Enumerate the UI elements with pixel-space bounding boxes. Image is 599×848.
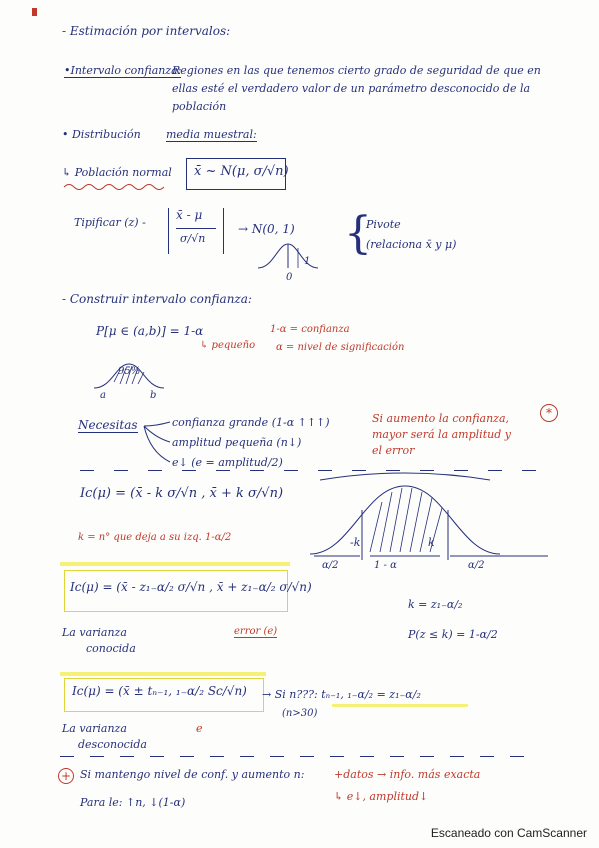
normal-curve-diagram: [310, 474, 500, 564]
branch-arrows: [142, 416, 172, 466]
scanner-watermark: Escaneado con CamScanner: [430, 826, 587, 840]
e-label: e: [196, 722, 203, 735]
curve-zero: 0: [286, 272, 293, 283]
section-title: - Estimación por intervalos:: [62, 24, 231, 38]
intervalo-label: •Intervalo confianza:: [64, 64, 182, 77]
construir-label: - Construir intervalo confianza:: [62, 292, 252, 306]
note-line-1: Si aumento la confianza,: [372, 412, 510, 425]
final-line-1: Si mantengo nivel de conf. y aumento n:: [80, 768, 305, 781]
tipificar-numerator: x̄ - μ: [176, 208, 203, 222]
highlight-top: [60, 562, 290, 566]
varianza-conocida-2: conocida: [86, 642, 136, 655]
alpha-half-left: α/2: [322, 560, 339, 571]
probability-statement: P[μ ∈ (a,b)] = 1-α: [96, 324, 204, 338]
k-note: k = n° que deja a su izq. 1-α/2: [78, 532, 232, 543]
neg-k-label: -k: [350, 536, 361, 549]
pequeno-note: ↳ pequeño: [200, 340, 256, 351]
varianza-conocida-1: La varianza: [62, 626, 127, 639]
circled-plus-icon: +: [58, 768, 74, 784]
pos-k-label: k: [428, 536, 435, 549]
large-n-rule: → Si n???: tₙ₋₁, ₁₋α/₂ = z₁₋α/₂: [262, 688, 421, 701]
ic-known-formula: Ic(μ) = (x̄ - z₁₋α/₂ σ/√n , x̄ + z₁₋α/₂ σ/√n): [70, 580, 312, 594]
necesitas-item-2: amplitud pequeña (n↓): [172, 436, 302, 449]
k-equals-z: k = z₁₋α/₂: [408, 598, 463, 611]
nivel-def: α = nivel de significación: [276, 342, 405, 353]
note-line-2: mayor será la amplitud y: [372, 428, 511, 441]
intervalo-line-3: población: [172, 100, 227, 113]
error-label: error (e): [234, 626, 278, 637]
tipificar-denominator: σ/√n: [180, 232, 206, 245]
relaciona-label: (relaciona x̄ y μ): [366, 238, 457, 251]
varianza-desconocida-2: desconocida: [78, 738, 147, 751]
highlight-top-2: [60, 672, 266, 676]
final-line-1b: +datos → info. más exacta: [334, 768, 481, 781]
poblacion-normal-label: ↳ Población normal: [62, 166, 172, 179]
intervalo-line-1: Regiones en las que tenemos cierto grado de seguridad de que en: [172, 64, 541, 77]
curve-a: a: [100, 390, 106, 401]
necesitas-label: Necesitas: [78, 418, 138, 432]
alpha-half-right: α/2: [468, 560, 485, 571]
media-muestral-label: media muestral:: [166, 128, 257, 141]
distribucion-bullet: • Distribución: [62, 128, 141, 141]
tipificar-label: Tipificar (z) -: [74, 216, 146, 229]
necesitas-item-1: confianza grande (1-α ↑↑↑): [172, 416, 330, 429]
circled-star-icon: *: [540, 404, 558, 422]
varianza-desconocida-1: La varianza: [62, 722, 127, 735]
one-minus-alpha: 1 - α: [374, 560, 397, 571]
distribution-formula: x̄ ~ N(μ, σ/√n): [194, 164, 289, 179]
curly-brace: {: [344, 208, 372, 259]
curve-one: 1: [304, 256, 311, 267]
standard-normal-arrow: → N(0, 1): [238, 222, 295, 236]
intervalo-line-2: ellas esté el verdadero valor de un parámetro desconocido de la: [172, 82, 531, 95]
ic-general-formula: Ic(μ) = (x̄ - k σ/√n , x̄ + k σ/√n): [80, 486, 284, 501]
fraction-bar: [176, 228, 216, 229]
p-equals: P(z ≤ k) = 1-α/2: [408, 628, 498, 641]
corner-mark: [32, 8, 37, 16]
confianza-def: 1-α = confianza: [270, 324, 350, 335]
n-greater-30: (n>30): [282, 708, 318, 719]
pivote-label: Pivote: [366, 218, 401, 231]
curve-b: b: [150, 390, 157, 401]
final-line-2: Para le: ↑n, ↓(1-α): [80, 796, 186, 809]
note-line-3: el error: [372, 444, 415, 457]
necesitas-item-3: e↓ (e = amplitud/2): [172, 456, 283, 469]
final-line-2b: ↳ e↓, amplitud↓: [334, 790, 429, 803]
highlight-rule: [332, 704, 468, 707]
dashed-divider-1: [80, 470, 540, 471]
curve-percent: 95%: [118, 366, 141, 377]
wavy-underline: [62, 182, 182, 192]
dashed-divider-2: [60, 756, 540, 757]
region-brackets: [312, 552, 552, 562]
ic-unknown-formula: Ic(μ) = (x̄ ± tₙ₋₁, ₁₋α/₂ Sc/√n): [72, 684, 247, 698]
